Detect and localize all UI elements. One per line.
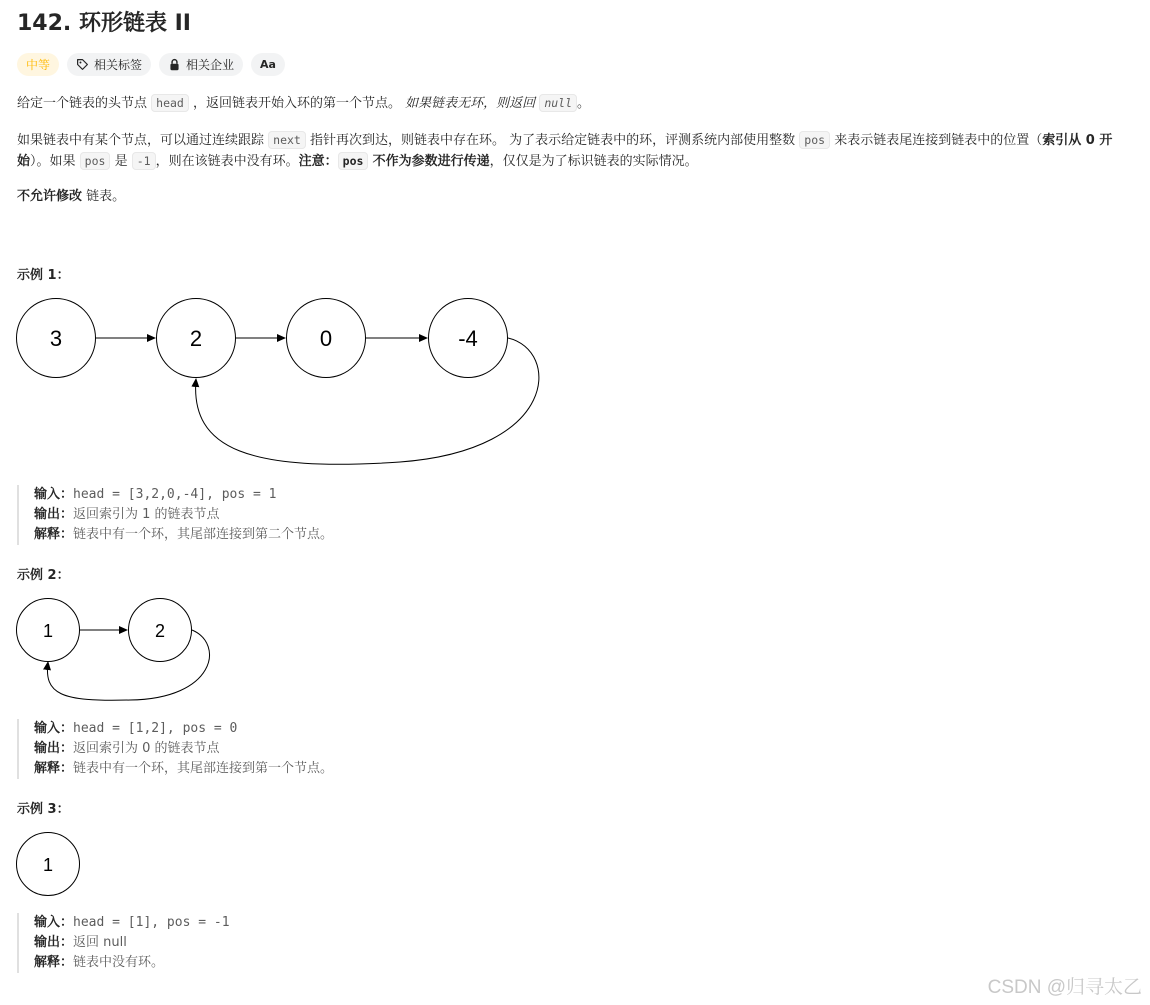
ex1-output-value: 返回索引为 1 的链表节点 bbox=[73, 507, 220, 522]
desc2-code-pos: pos bbox=[799, 131, 830, 149]
desc1-code-head: head bbox=[151, 94, 189, 112]
ex1-input-label: 输入： bbox=[34, 487, 74, 502]
desc2-text-3: 来表示链表尾连接到链表中的位置（ bbox=[834, 133, 1043, 148]
tag-icon bbox=[76, 58, 89, 71]
translate-icon: Aa bbox=[260, 58, 276, 71]
ex3-node-0-label: 1 bbox=[42, 855, 54, 875]
ex2-output-value: 返回索引为 0 的链表节点 bbox=[73, 741, 220, 756]
ex1-node-2-label: 0 bbox=[319, 326, 333, 351]
example-3-diagram bbox=[0, 828, 100, 903]
related-tags-label: 相关标签 bbox=[94, 58, 143, 72]
description-paragraph-2 bbox=[17, 130, 1137, 172]
related-companies-label: 相关企业 bbox=[186, 58, 235, 72]
desc2-code-next: next bbox=[268, 131, 306, 149]
desc2-text-1: 如果链表中有某个节点，可以通过连续跟踪 bbox=[17, 133, 265, 148]
related-tags-button[interactable] bbox=[67, 53, 151, 76]
ex3-output-label: 输出： bbox=[34, 935, 74, 950]
problem-title: 142. 环形链表 II bbox=[17, 11, 191, 36]
ex1-explain-label: 解释： bbox=[34, 527, 74, 542]
desc3-text: 链表。 bbox=[86, 189, 126, 204]
desc2-text-5: 是 bbox=[114, 154, 128, 169]
desc3-bold: 不允许修改 bbox=[17, 189, 83, 204]
desc2-code-pos-3: pos bbox=[338, 152, 369, 170]
example-1-heading: 示例 1： bbox=[17, 268, 70, 283]
ex1-node-3-label: -4 bbox=[458, 326, 478, 351]
desc2-bold-notparam: 不作为参数进行传递 bbox=[372, 154, 490, 169]
ex2-input-label: 输入： bbox=[34, 721, 74, 736]
example-2-heading: 示例 2： bbox=[17, 568, 70, 583]
ex3-explain-label: 解释： bbox=[34, 955, 74, 970]
ex1-input-value: head = [3,2,0,-4], pos = 1 bbox=[73, 487, 277, 502]
desc2-text-6: ，则在该链表中没有环。 bbox=[155, 154, 299, 169]
desc2-code-pos-2: pos bbox=[80, 152, 111, 170]
desc2-text-2: 指针再次到达，则链表中存在环。 为了表示给定链表中的环，评测系统内部使用整数 bbox=[310, 133, 796, 148]
example-1-block bbox=[17, 485, 333, 545]
ex3-input-label: 输入： bbox=[34, 915, 74, 930]
tag-bar bbox=[17, 53, 285, 76]
desc1-italic: 如果链表无环，则返回 bbox=[405, 96, 536, 111]
ex3-output-value: 返回 null bbox=[73, 935, 127, 950]
desc2-bold-index: 索引从 0 开始 bbox=[17, 133, 1113, 169]
ex2-node-1-label: 2 bbox=[154, 621, 166, 641]
desc1-text-3: 。 bbox=[577, 96, 591, 111]
lock-icon bbox=[168, 58, 181, 71]
ex3-input-value: head = [1], pos = -1 bbox=[73, 915, 230, 930]
desc1-text-1: 给定一个链表的头节点 bbox=[17, 96, 148, 111]
desc1-code-null: null bbox=[539, 94, 577, 112]
watermark: CSDN @归寻太乙 bbox=[987, 977, 1142, 998]
ex2-explain-label: 解释： bbox=[34, 761, 74, 776]
ex1-node-1-label: 2 bbox=[189, 326, 203, 351]
desc2-bold-note: 注意： bbox=[298, 154, 338, 169]
description-paragraph-1 bbox=[17, 93, 1137, 114]
example-2-diagram bbox=[0, 594, 230, 709]
ex3-explain-value: 链表中没有环。 bbox=[73, 955, 165, 970]
description-paragraph-3 bbox=[17, 187, 1137, 207]
example-1-diagram bbox=[0, 290, 560, 475]
example-3-heading: 示例 3： bbox=[17, 802, 70, 817]
desc2-text-4: ）。如果 bbox=[30, 154, 76, 169]
ex2-output-label: 输出： bbox=[34, 741, 74, 756]
ex1-explain-value: 链表中有一个环，其尾部连接到第二个节点。 bbox=[73, 527, 334, 542]
ex1-node-0-label: 3 bbox=[49, 326, 63, 351]
desc2-code-minus1: -1 bbox=[132, 152, 156, 170]
ex2-input-value: head = [1,2], pos = 0 bbox=[73, 721, 238, 736]
ex1-output-label: 输出： bbox=[34, 507, 74, 522]
example-2-block bbox=[17, 719, 333, 779]
desc2-text-7: ，仅仅是为了标识链表的实际情况。 bbox=[489, 154, 698, 169]
translate-button[interactable] bbox=[251, 53, 285, 76]
desc1-text-2: ，返回链表开始入环的第一个节点。 bbox=[193, 96, 402, 111]
ex2-explain-value: 链表中有一个环，其尾部连接到第一个节点。 bbox=[73, 761, 334, 776]
related-companies-button[interactable] bbox=[159, 53, 243, 76]
difficulty-badge[interactable]: 中等 bbox=[17, 53, 59, 76]
example-3-block bbox=[17, 913, 230, 973]
ex2-node-0-label: 1 bbox=[42, 621, 54, 641]
